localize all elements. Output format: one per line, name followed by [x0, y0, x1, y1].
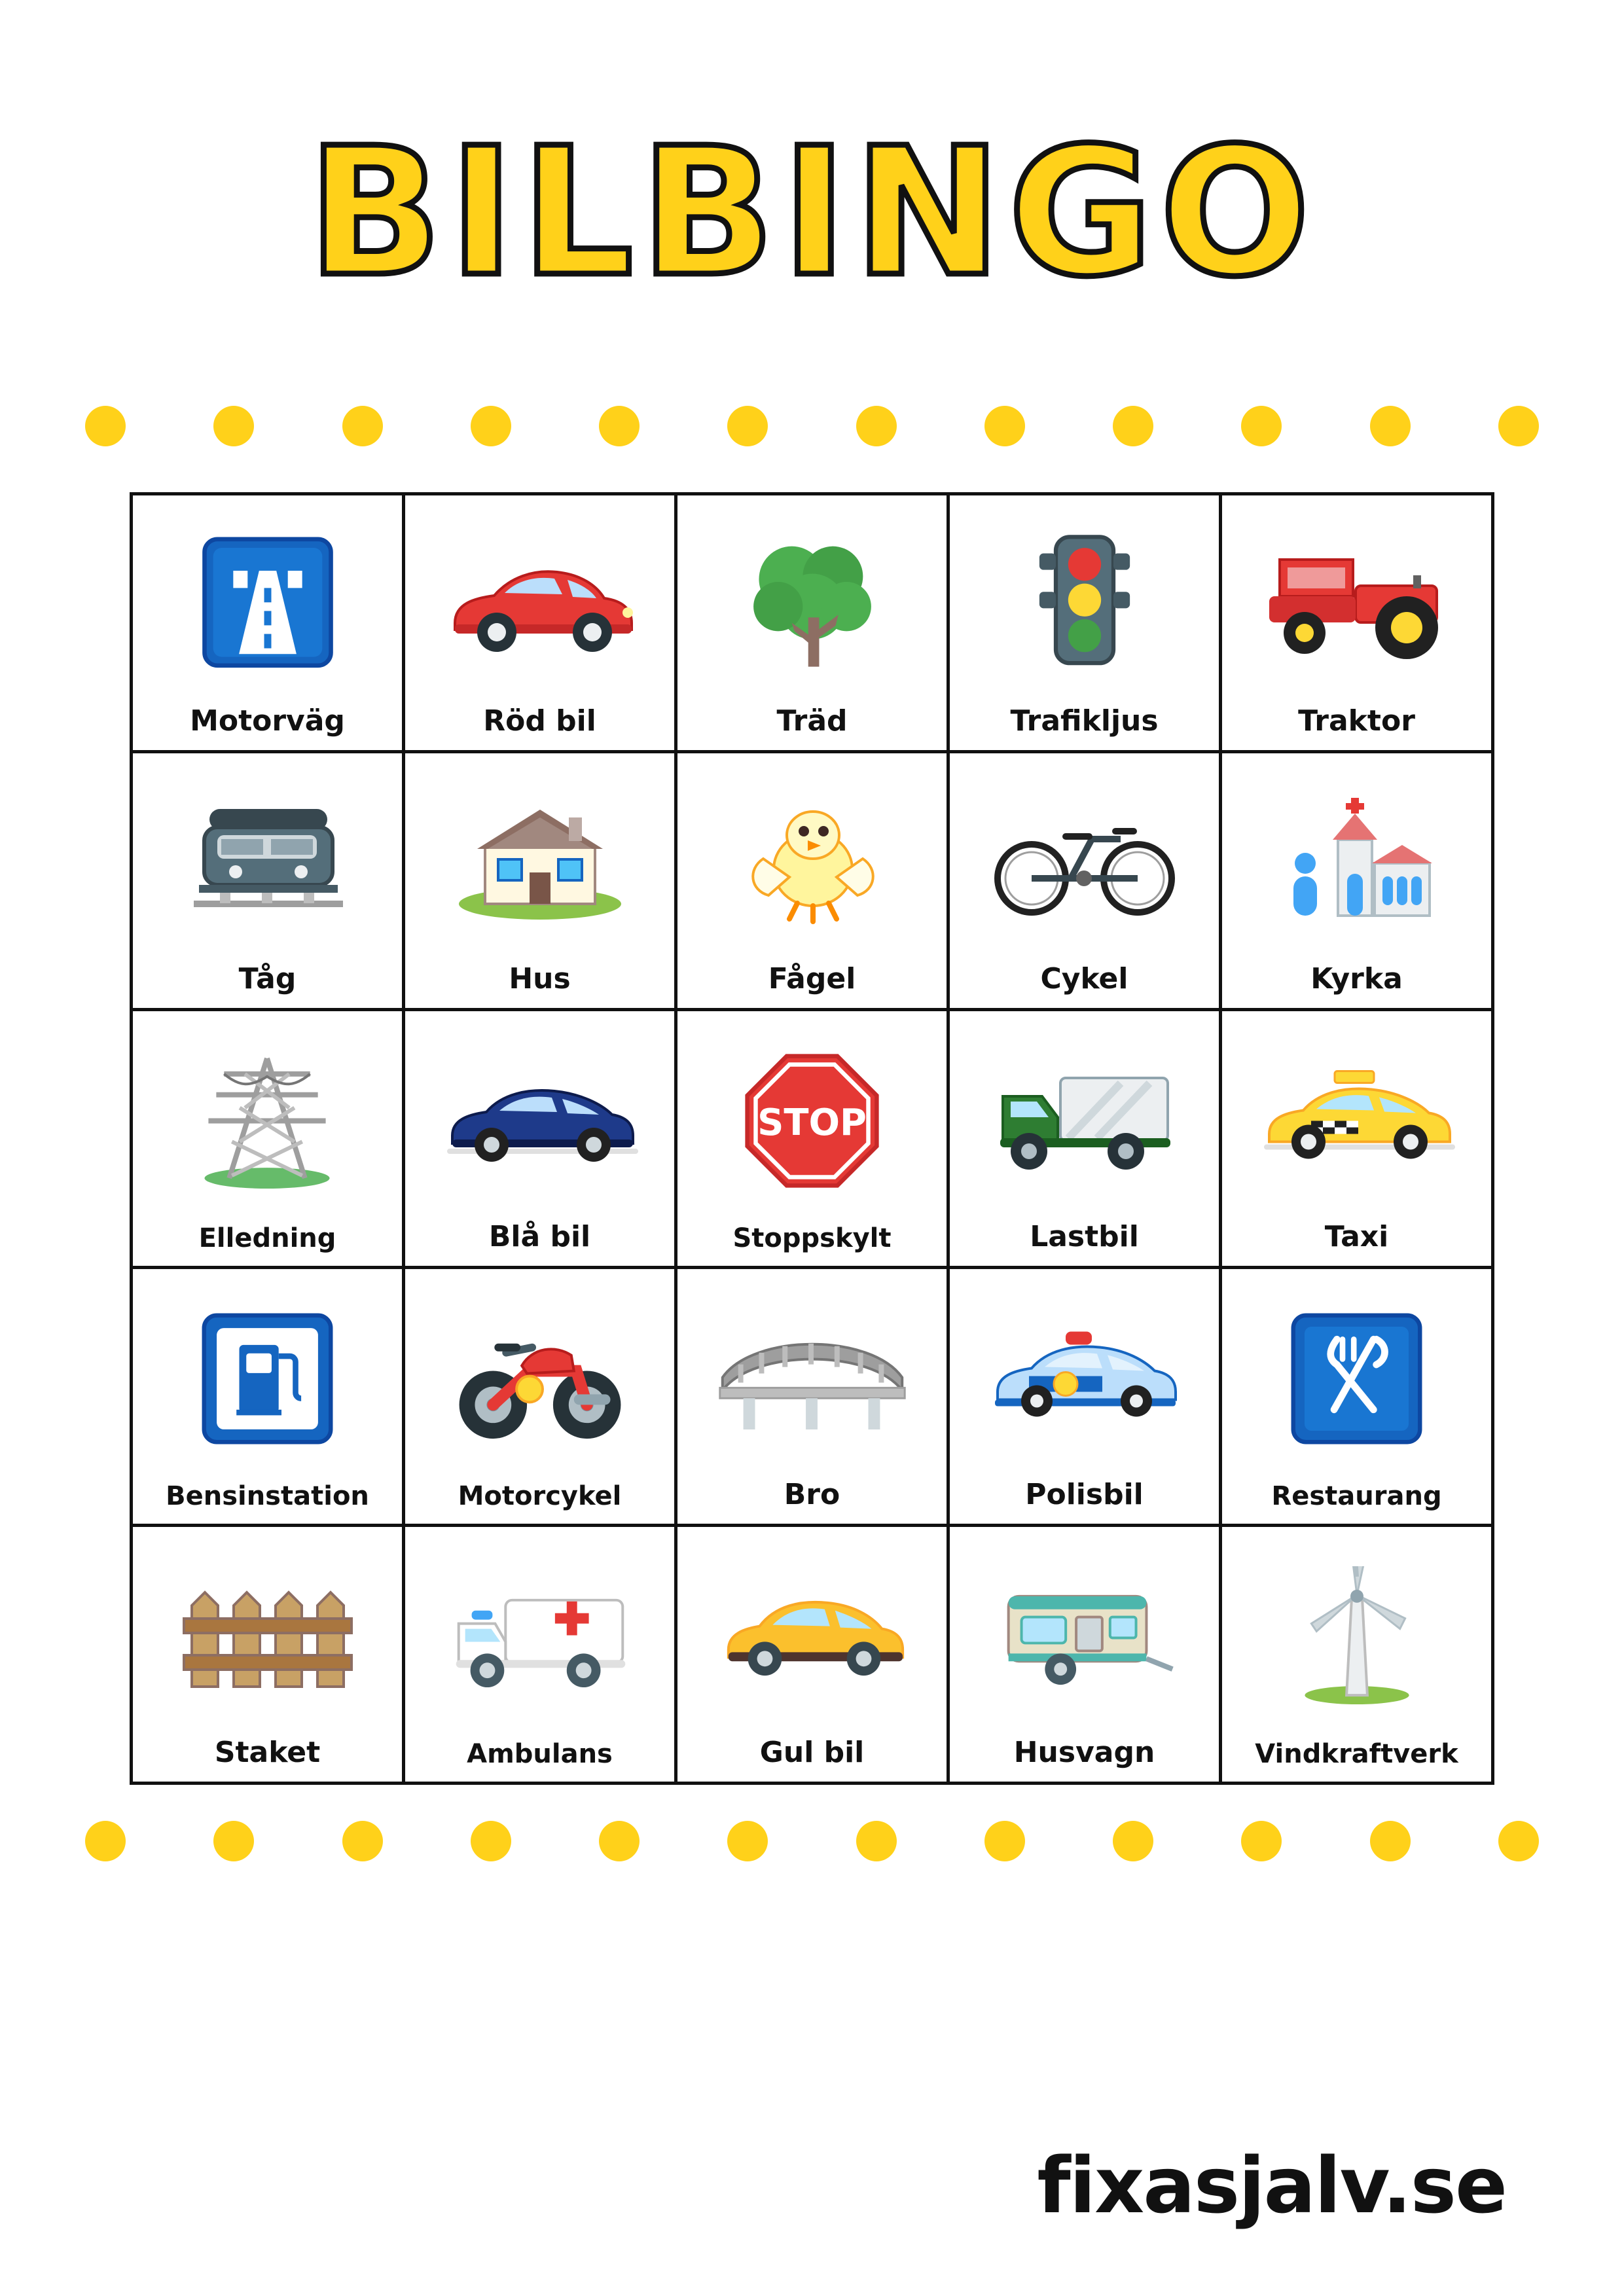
bingo-cell-staket[interactable]: [132, 1526, 404, 1784]
decorative-dot: [984, 1821, 1025, 1861]
bingo-cell-label: Traktor: [1298, 704, 1415, 738]
bingo-grid-container: [130, 492, 1494, 1785]
decorative-dot: [1113, 406, 1153, 446]
decorative-dot: [471, 406, 511, 446]
bingo-cell-label: Kyrka: [1310, 961, 1403, 996]
bingo-cell-trad[interactable]: [676, 494, 948, 752]
bingo-cell-vindkraftverk[interactable]: [1221, 1526, 1493, 1784]
decorative-dot: [85, 406, 126, 446]
bingo-cell-cykel[interactable]: [948, 752, 1221, 1010]
bingo-cell-label: Röd bil: [483, 704, 596, 738]
footer-logo: [1037, 2140, 1506, 2231]
bingo-cell-taxi[interactable]: [1221, 1010, 1493, 1268]
gas-station-sign-icon: [137, 1276, 398, 1482]
bingo-row: [132, 752, 1493, 1010]
bingo-cell-fagel[interactable]: [676, 752, 948, 1010]
bingo-cell-bro[interactable]: [676, 1268, 948, 1526]
bingo-cell-label: Vindkraftverk: [1255, 1739, 1458, 1769]
decorative-dot: [856, 406, 897, 446]
bingo-cell-label: Staket: [214, 1735, 321, 1769]
train-icon: [137, 760, 398, 963]
bingo-row: [132, 494, 1493, 752]
bingo-cell-rod-bil[interactable]: [404, 494, 676, 752]
power-line-icon: [137, 1018, 398, 1224]
decorative-dot: [856, 1821, 897, 1861]
bingo-cell-label: Lastbil: [1030, 1219, 1139, 1253]
bingo-cell-traktor[interactable]: [1221, 494, 1493, 752]
bingo-cell-label: Träd: [776, 704, 848, 738]
decorative-dot: [1370, 1821, 1411, 1861]
motorway-sign-icon: [137, 502, 398, 706]
decorative-dot: [727, 406, 768, 446]
bingo-cell-label: Bensinstation: [166, 1481, 369, 1511]
bingo-cell-label: Stoppskylt: [732, 1223, 892, 1253]
bingo-cell-label: Husvagn: [1013, 1735, 1155, 1769]
svg-text:STOP: STOP: [757, 1102, 867, 1144]
tractor-icon: [1226, 502, 1487, 706]
decorative-dot: [599, 406, 640, 446]
bingo-cell-motorcykel[interactable]: [404, 1268, 676, 1526]
decorative-dot: [1241, 1821, 1282, 1861]
bingo-cell-bla-bil[interactable]: [404, 1010, 676, 1268]
bingo-cell-label: Trafikljus: [1010, 704, 1159, 738]
wind-turbine-icon: [1226, 1534, 1487, 1740]
stop-sign-icon: [681, 1018, 943, 1224]
decorative-dot: [85, 1821, 126, 1861]
bicycle-icon: [954, 760, 1215, 963]
red-car-icon: [409, 502, 670, 706]
bingo-cell-restaurang[interactable]: [1221, 1268, 1493, 1526]
blue-car-icon: [409, 1018, 670, 1221]
bingo-cell-gul-bil[interactable]: [676, 1526, 948, 1784]
bingo-cell-label: Gul bil: [759, 1735, 865, 1769]
taxi-icon: [1226, 1018, 1487, 1221]
bingo-cell-label: Fågel: [768, 961, 856, 996]
bridge-icon: [681, 1276, 943, 1479]
bingo-cell-bensinstation[interactable]: [132, 1268, 404, 1526]
bingo-cell-husvagn[interactable]: [948, 1526, 1221, 1784]
caravan-icon: [954, 1534, 1215, 1737]
decorative-dot: [213, 1821, 254, 1861]
bingo-cell-kyrka[interactable]: [1221, 752, 1493, 1010]
bingo-cell-label: Polisbil: [1025, 1477, 1144, 1511]
decorative-dot: [984, 406, 1025, 446]
bingo-cell-label: Motorväg: [190, 704, 345, 738]
bingo-cell-label: Hus: [509, 961, 571, 996]
bingo-cell-label: Blå bil: [488, 1219, 591, 1253]
bingo-cell-lastbil[interactable]: [948, 1010, 1221, 1268]
decorative-dot: [599, 1821, 640, 1861]
brand-logo-text: fixasjalv.se: [1037, 2140, 1506, 2231]
decorative-dot: [1498, 1821, 1539, 1861]
page-title: BILBINGO: [307, 109, 1317, 315]
bingo-cell-elledning[interactable]: [132, 1010, 404, 1268]
decorative-dot-row-bottom: [0, 1821, 1624, 1861]
tree-icon: [681, 502, 943, 706]
truck-icon: [954, 1018, 1215, 1221]
bingo-cell-motorvag[interactable]: [132, 494, 404, 752]
yellow-car-icon: [681, 1534, 943, 1737]
restaurant-sign-icon: [1226, 1276, 1487, 1482]
decorative-dot: [1113, 1821, 1153, 1861]
bingo-cell-label: Tåg: [238, 961, 297, 996]
decorative-dot: [213, 406, 254, 446]
bingo-cell-stoppskylt[interactable]: [676, 1010, 948, 1268]
bingo-cell-ambulans[interactable]: [404, 1526, 676, 1784]
decorative-dot: [1370, 406, 1411, 446]
decorative-dot: [1241, 406, 1282, 446]
fence-icon: [137, 1534, 398, 1737]
bingo-cell-tag[interactable]: [132, 752, 404, 1010]
decorative-dot: [342, 406, 383, 446]
traffic-light-icon: [954, 502, 1215, 706]
bingo-cell-label: Motorcykel: [458, 1481, 622, 1511]
bingo-cell-label: Restaurang: [1271, 1481, 1442, 1511]
motorcycle-icon: [409, 1276, 670, 1482]
bingo-row: [132, 1010, 1493, 1268]
decorative-dot: [1498, 406, 1539, 446]
church-icon: [1226, 760, 1487, 963]
house-icon: [409, 760, 670, 963]
bird-icon: [681, 760, 943, 963]
decorative-dot: [727, 1821, 768, 1861]
bingo-cell-label: Taxi: [1324, 1219, 1389, 1253]
bingo-cell-label: Cykel: [1040, 961, 1128, 996]
bingo-cell-trafikljus[interactable]: [948, 494, 1221, 752]
decorative-dot: [342, 1821, 383, 1861]
bingo-grid: [130, 492, 1494, 1785]
bingo-row: [132, 1268, 1493, 1526]
bingo-cell-hus[interactable]: [404, 752, 676, 1010]
bingo-cell-label: Bro: [784, 1477, 840, 1511]
page-title-container: [0, 0, 1624, 315]
ambulance-icon: [409, 1534, 670, 1740]
bingo-row: [132, 1526, 1493, 1784]
decorative-dot: [471, 1821, 511, 1861]
bingo-cell-label: Elledning: [198, 1223, 336, 1253]
police-car-icon: [954, 1276, 1215, 1479]
decorative-dot-row-top: [0, 406, 1624, 446]
bingo-cell-label: Ambulans: [467, 1739, 613, 1769]
bingo-cell-polisbil[interactable]: [948, 1268, 1221, 1526]
